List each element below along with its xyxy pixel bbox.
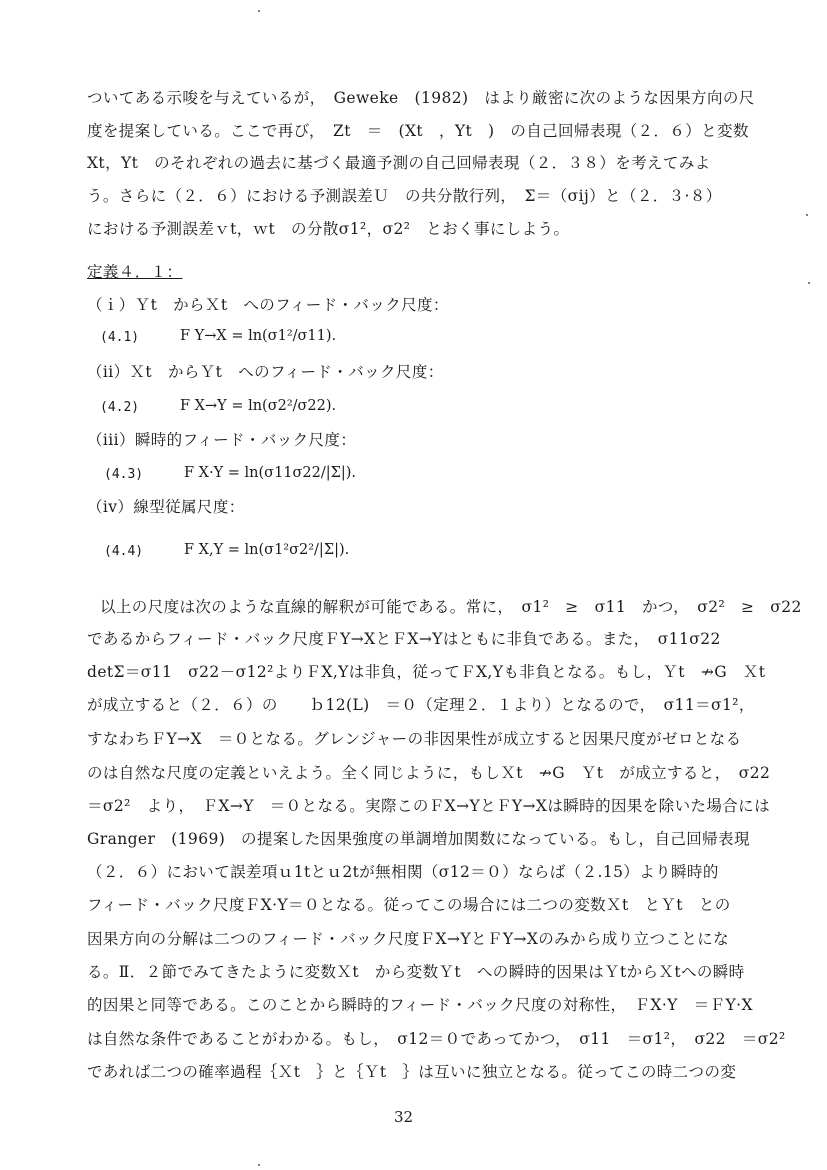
paragraph2-line-10: フィード・バック尺度ＦX·Y＝０となる。従ってこの場合には二つの変数Ｘt とＹt との	[87, 896, 731, 914]
paragraph2-line-6: のは自然な尺度の定義といえよう。全く同じように，もしＸt ↛G Ｙt が成立すると， σ22	[87, 764, 771, 782]
equation-number-4-3: (4.3)	[104, 467, 144, 482]
equation-4-3: F X·Y = ln(σ11σ22/|Σ|).	[184, 465, 357, 481]
paragraph2-line-7: ＝σ2² より， ＦX→Y ＝０となる。実際このＦX→YとＦY→Xは瞬時的因果を除いた場合には	[87, 797, 770, 815]
paragraph2-line-9: （２．６）において誤差項ｕ1tとｕ2tが無相関（σ12＝０）ならば（２.15）より瞬時的	[87, 863, 719, 881]
equation-number-4-2: (4.2)	[100, 400, 140, 415]
equation-number-4-1: (4.1)	[100, 330, 140, 345]
paragraph2-line-3: detΣ＝σ11 σ22－σ12²よりＦX,Yは非負，従ってＦX,Yも非負となる。もし，Ｙt ↛G Ｘt	[87, 663, 766, 681]
paragraph1-line-5: における予測誤差ｖt，ｗt の分散σ1²，σ2² とおく事にしよう。	[87, 220, 570, 238]
paragraph2-line-4: が成立すると（２．６）の ｂ12(L) ＝０（定理２．１より）となるので， σ11＝σ1²，	[87, 696, 755, 714]
paragraph2-line-8: Granger (1969) の提案した因果強度の単調増加関数になっている。もし，自己回帰表現	[87, 830, 750, 848]
paragraph2-line-1: 以上の尺度は次のような直線的解釈が可能である。常に， σ1² ≥ σ11 かつ， σ2² ≥ σ22	[100, 598, 802, 616]
definition-item-1-label: （ｉ）Ｙt からＸt へのフィード・バック尺度：	[87, 296, 449, 314]
paragraph2-line-2: であるからフィード・バック尺度ＦY→XとＦX→Yはともに非負である。また， σ11σ22	[87, 630, 721, 648]
definition-item-3-label: （iii）瞬時的フィード・バック尺度：	[87, 431, 357, 449]
paragraph2-line-5: すなわちＦY→X ＝０となる。グレンジャーの非因果性が成立すると因果尺度がゼロとなる	[87, 730, 742, 748]
page-number: 32	[394, 1108, 414, 1126]
paragraph2-line-11: 因果方向の分解は二つのフィード・バック尺度ＦX→YとＦY→Xのみから成り立つことにな	[87, 930, 730, 948]
scan-speck	[808, 282, 810, 284]
paragraph2-line-13: 的因果と同等である。このことから瞬時的フィード・バック尺度の対称性， ＦX·Y ＝ＦY·X	[87, 996, 753, 1014]
paragraph1-line-3: Xt，Yt のそれぞれの過去に基づく最適予測の自己回帰表現（２．３８）を考えてみよ	[87, 154, 711, 172]
equation-4-4: F X,Y = ln(σ1²σ2²/|Σ|).	[184, 542, 350, 558]
definition-heading: 定義４．１：	[87, 263, 183, 281]
paragraph2-line-12: る。Ⅱ．２節でみてきたように変数Ｘt から変数Ｙt への瞬時的因果はＹtからＸtへの瞬時	[87, 963, 745, 981]
paragraph2-line-14: は自然な条件であることがわかる。もし， σ12＝０であってかつ， σ11 ＝σ1²， σ22 ＝σ2²	[87, 1030, 786, 1048]
paragraph1-line-4: う。さらに（２．６）における予測誤差Ｕ の共分散行列， Σ＝（σij）と（２．３·８）	[87, 187, 722, 205]
paragraph1-line-2: 度を提案している。ここで再び， Zt ＝ (Xt ，Yt ) の自己回帰表現（２．６）と変数	[87, 122, 749, 140]
equation-4-2: F X→Y = ln(σ2²/σ22).	[180, 398, 337, 414]
paragraph1-line-1: ついてある示唆を与えているが， Geweke (1982) はより厳密に次のような因果方向の尺	[87, 89, 755, 107]
equation-number-4-4: (4.4)	[104, 544, 144, 559]
scan-speck	[258, 1164, 260, 1166]
paragraph2-line-15: であれば二つの確率過程｛Ｘt ｝と｛Ｙt ｝は互いに独立となる。従ってこの時二つの変	[87, 1063, 737, 1081]
equation-4-1: F Y→X = ln(σ1²/σ11).	[180, 328, 337, 344]
scan-speck	[258, 10, 260, 12]
definition-item-2-label: （ii）Ｘt からＹt へのフィード・バック尺度：	[87, 363, 444, 381]
definition-item-4-label: （iv）線型従属尺度：	[87, 498, 245, 516]
scan-speck	[806, 214, 808, 216]
